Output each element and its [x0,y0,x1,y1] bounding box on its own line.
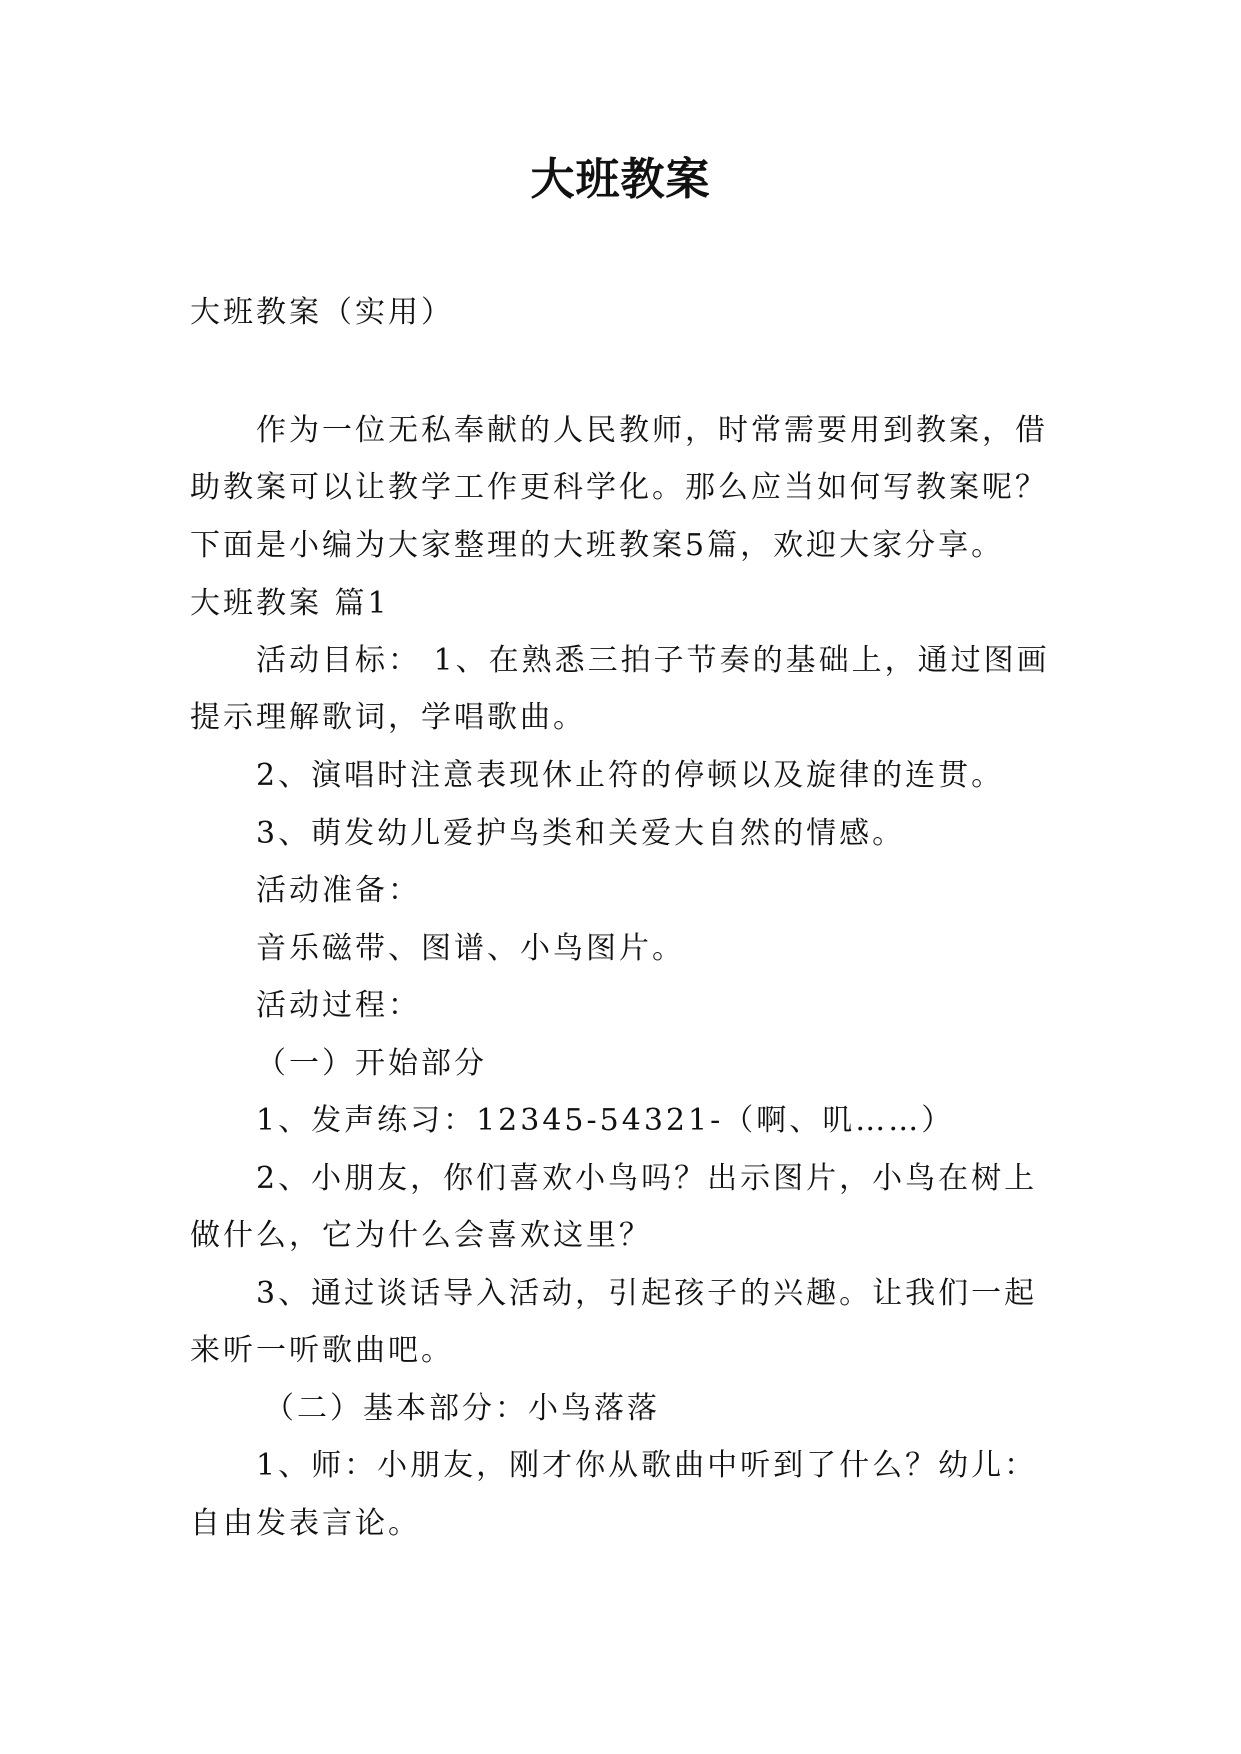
paragraph-line: （一）开始部分 [256,1046,487,1081]
paragraph-line: （二）基本部分：小鸟落落 [264,1391,660,1426]
paragraph-line: 音乐磁带、图谱、小鸟图片。 [256,931,685,966]
document-subtitle: 大班教案（实用） [190,295,454,330]
paragraph-line: 自由发表言论。 [190,1506,421,1541]
document-title: 大班教案 [530,154,711,205]
paragraph-line: 3、通过谈话导入活动，引起孩子的兴趣。让我们一起 [256,1276,1038,1311]
paragraph-line: 助教案可以让教学工作更科学化。那么应当如何写教案呢？ [190,470,1048,505]
paragraph-line: 1、发声练习：12345-54321-（啊、叽……） [256,1103,955,1138]
section-heading: 大班教案 篇1 [190,586,390,621]
paragraph-line: 2、小朋友，你们喜欢小鸟吗？出示图片，小鸟在树上 [256,1161,1038,1196]
paragraph-line: 提示理解歌词，学唱歌曲。 [190,700,586,735]
paragraph-line: 1、师：小朋友，刚才你从歌曲中听到了什么？幼儿： [256,1448,1038,1483]
paragraph-line: 活动过程： [256,988,421,1023]
paragraph-line: 做什么，它为什么会喜欢这里？ [190,1218,652,1253]
paragraph-line: 2、演唱时注意表现休止符的停顿以及旋律的连贯。 [256,758,1005,793]
paragraph-line: 下面是小编为大家整理的大班教案5篇，欢迎大家分享。 [190,528,1005,563]
paragraph-line: 3、萌发幼儿爱护鸟类和关爱大自然的情感。 [256,816,906,851]
paragraph-line: 作为一位无私奉献的人民教师，时常需要用到教案，借 [256,413,1048,448]
paragraph-line: 来听一听歌曲吧。 [190,1333,454,1368]
paragraph-line: 活动目标： 1、在熟悉三拍子节奏的基础上，通过图画 [256,643,1050,678]
paragraph-line: 活动准备： [256,873,421,908]
